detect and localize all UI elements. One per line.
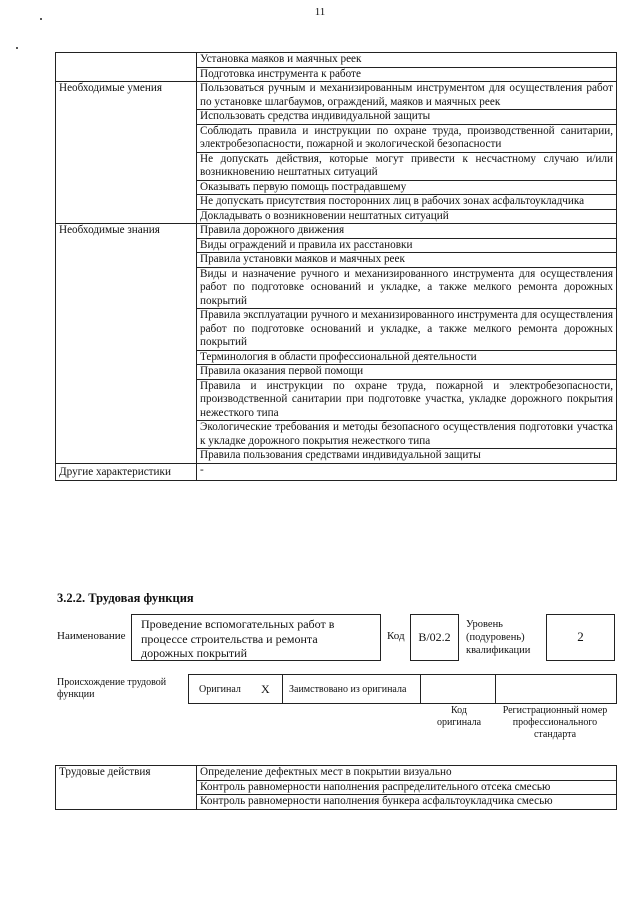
origin-label: Происхождение трудовой функции (57, 677, 167, 700)
row-value: Правила эксплуатации ручного и механизированного инструмента для осуществления работ по подготовке оснований и укладке, а также мелкого ремонта дорожных покрытий (197, 309, 617, 351)
level-value: 2 (577, 629, 584, 644)
table-row (56, 463, 617, 480)
regnum-caption: Регистрационный номер профессионального стандарта (502, 705, 608, 740)
row-value: Докладывать о возникновении нештатных ситуаций (197, 209, 617, 224)
row-value: Пользоваться ручным и механизированным инструментом для осуществления работ по установке шлагбаумов, ограждений, маяков и маячных реек (197, 82, 617, 110)
original-mark: X (261, 682, 270, 696)
row-label: Необходимые знания (56, 224, 197, 464)
requirements-table (55, 52, 617, 481)
row-value: Контроль равномерности наполнения бункера асфальтоукладчика смесью (197, 795, 617, 810)
row-value: Не допускать присутствия посторонних лиц в рабочих зонах асфальтоукладчика (197, 195, 617, 210)
origin-divider (495, 675, 496, 703)
origin-row (188, 674, 617, 704)
original-label: Оригинал (199, 684, 241, 695)
row-value: Правила оказания первой помощи (197, 365, 617, 380)
row-value: Экологические требования и методы безопасного осуществления подготовки участка к укладке дорожного покрытия нежесткого типа (197, 421, 617, 449)
code-value: B/02.2 (418, 630, 451, 644)
row-value: Не допускать действия, которые могут привести к несчастному случаю и/или возникновению нештатных ситуаций (197, 152, 617, 180)
level-label: Уровень (подуровень) квалификации (466, 619, 531, 656)
code-box (410, 614, 459, 661)
row-value: Правила и инструкции по охране труда, пожарной и электробезопасности, производственной санитарии при подготовке участка, укладке дорожного покрытия нежесткого типа (197, 379, 617, 421)
table-row (56, 766, 617, 781)
section-title: 3.2.2. Трудовая функция (57, 591, 194, 605)
page-number: 11 (314, 6, 326, 18)
function-name-value: Проведение вспомогательных работ в процессе строительства и ремонта дорожных покрытий (141, 617, 335, 660)
row-value: Определение дефектных мест в покрытии визуально (197, 766, 617, 781)
row-value: Оказывать первую помощь пострадавшему (197, 180, 617, 195)
row-label: Трудовые действия (56, 766, 197, 810)
row-value: Терминология в области профессиональной деятельности (197, 350, 617, 365)
row-value: Правила дорожного движения (197, 224, 617, 239)
row-label: Другие характеристики (56, 463, 197, 480)
row-value: Правила установки маяков и маячных реек (197, 253, 617, 268)
scan-speck (40, 18, 42, 20)
row-value: Виды ограждений и правила их расстановки (197, 238, 617, 253)
table-row (56, 224, 617, 239)
borrowed-label: Заимствовано из оригинала (289, 684, 407, 695)
row-value: Контроль равномерности наполнения распределительного отсека смесью (197, 780, 617, 795)
origin-divider (282, 675, 283, 703)
level-box (546, 614, 615, 661)
origin-divider (420, 675, 421, 703)
table-row (56, 82, 617, 110)
code-original-caption: Код оригинала (436, 705, 482, 728)
row-value: Правила пользования средствами индивидуальной защиты (197, 449, 617, 464)
row-value: Соблюдать правила и инструкции по охране труда, производственной санитарии, электробезопасности, пожарной и экологической безопасности (197, 124, 617, 152)
scan-speck (16, 47, 18, 49)
row-value: Подготовка инструмента к работе (197, 67, 617, 82)
function-name-box (131, 614, 381, 661)
table-row (56, 53, 617, 68)
row-label (56, 53, 197, 82)
row-label: Необходимые умения (56, 82, 197, 224)
code-label: Код (387, 630, 405, 642)
row-value: Виды и назначение ручного и механизированного инструмента для осуществления работ по подготовке оснований и укладке, а также мелкого ремонта дорожных покрытий (197, 267, 617, 309)
row-value: Установка маяков и маячных реек (197, 53, 617, 68)
row-value: - (197, 463, 617, 480)
actions-table (55, 765, 617, 810)
row-value: Использовать средства индивидуальной защиты (197, 110, 617, 125)
name-label: Наименование (57, 630, 126, 642)
